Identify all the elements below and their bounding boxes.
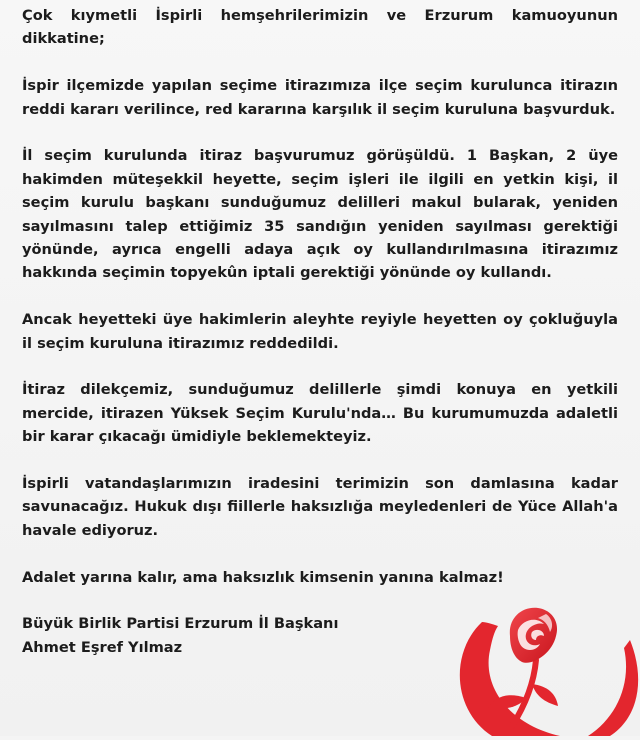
paragraph-supreme-board: İtiraz dilekçemiz, sunduğumuz delillerle şimdi konuya en yetkili mercide, itirazen Yüksek Seçim Kurulu'nda… Bu kurumumuzda adaletli bir karar çıkacağı ümidiyle beklemekteyiz. [22, 381, 618, 446]
bbp-rose-crescent-icon [448, 600, 640, 736]
paragraph-provincial-board: İl seçim kurulunda itiraz başvurumuz görüşüldü. 1 Başkan, 2 üye hakimden müteşekkil heyette, seçim işleri ile ilgili en yetkin kişi, il seçim kurulu başkanı sunduğumuz delilleri makul bularak, yeniden sayılmasını talep ettiğimiz 35 sandığın yeniden sayılması gerektiği yönünde, ayrıca engelli adaya açık oy kullandırılmasına itirazımız hakkında seçimin topyekûn iptali gerektiği yönünde oy kullandı. [22, 147, 618, 282]
signature-title: Büyük Birlik Partisi Erzurum İl Başkanı [22, 615, 339, 633]
paragraph-defend-will: İspirli vatandaşlarımızın iradesini terimizin son damlasına kadar savunacağız. Hukuk dışı fiillerle haksızlığa meyledenleri de Yüce Allah'a havale ediyoruz. [22, 475, 618, 539]
paragraph-salutation: Çok kıymetli İspirli hemşehrilerimizin ve Erzurum kamuoyunun dikkatine; [22, 7, 618, 48]
paragraph-rejection: Ancak heyetteki üye hakimlerin aleyhte reyiyle heyetten oy çokluğuyla il seçim kuruluna itirazımız reddedildi. [22, 311, 618, 352]
signature-name: Ahmet Eşref Yılmaz [22, 638, 183, 656]
paragraph-objection: İspir ilçemizde yapılan seçime itirazımıza ilçe seçim kurulunca itirazın reddi kararı verilince, red kararına karşılık il seçim kuruluna başvurduk. [22, 77, 618, 118]
statement-text [22, 4, 618, 659]
paragraph-closing: Adalet yarına kalır, ama haksızlık kimsenin yanına kalmaz! [22, 568, 504, 586]
